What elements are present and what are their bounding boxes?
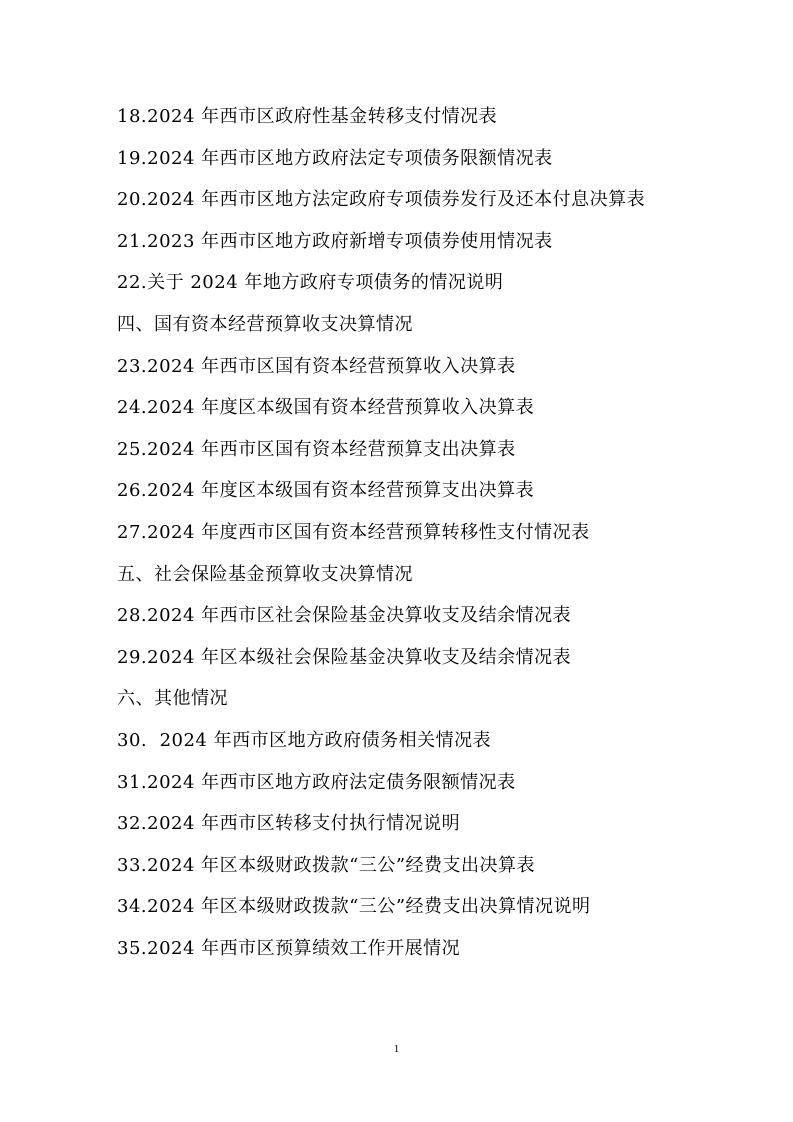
section-heading-state-capital: 四、国有资本经营预算收支决算情况 bbox=[117, 313, 413, 335]
toc-item-29: 29.2024 年区本级社会保险基金决算收支及结余情况表 bbox=[117, 646, 572, 668]
toc-item-34: 34.2024 年区本级财政拨款“三公”经费支出决算情况说明 bbox=[117, 896, 591, 918]
toc-item-35: 35.2024 年西市区预算绩效工作开展情况 bbox=[117, 937, 461, 959]
toc-item-33: 33.2024 年区本级财政拨款“三公”经费支出决算表 bbox=[117, 854, 536, 876]
toc-item-22: 22.关于 2024 年地方政府专项债务的情况说明 bbox=[117, 272, 504, 294]
toc-item-31: 31.2024 年西市区地方政府法定债务限额情况表 bbox=[117, 771, 516, 793]
toc-item-18: 18.2024 年西市区政府性基金转移支付情况表 bbox=[117, 106, 498, 127]
toc-item-32: 32.2024 年西市区转移支付执行情况说明 bbox=[117, 813, 461, 835]
section-heading-other: 六、其他情况 bbox=[117, 688, 228, 710]
toc-item-20: 20.2024 年西市区地方法定政府专项债券发行及还本付息决算表 bbox=[117, 189, 646, 211]
toc-item-26: 26.2024 年度区本级国有资本经营预算支出决算表 bbox=[117, 480, 535, 502]
toc-item-24: 24.2024 年度区本级国有资本经营预算收入决算表 bbox=[117, 397, 535, 419]
toc-item-21: 21.2023 年西市区地方政府新增专项债券使用情况表 bbox=[117, 230, 553, 252]
section-heading-social-insurance: 五、社会保险基金预算收支决算情况 bbox=[117, 563, 413, 585]
page-number: 1 bbox=[393, 1043, 400, 1055]
toc-item-23: 23.2024 年西市区国有资本经营预算收入决算表 bbox=[117, 355, 516, 377]
toc-item-19: 19.2024 年西市区地方政府法定专项债务限额情况表 bbox=[117, 147, 553, 169]
toc-item-27: 27.2024 年度西市区国有资本经营预算转移性支付情况表 bbox=[117, 521, 590, 543]
table-of-contents bbox=[117, 103, 757, 976]
toc-item-25: 25.2024 年西市区国有资本经营预算支出决算表 bbox=[117, 438, 516, 460]
toc-item-30: 30. 2024 年西市区地方政府债务相关情况表 bbox=[117, 729, 492, 751]
toc-item-28: 28.2024 年西市区社会保险基金决算收支及结余情况表 bbox=[117, 605, 572, 627]
